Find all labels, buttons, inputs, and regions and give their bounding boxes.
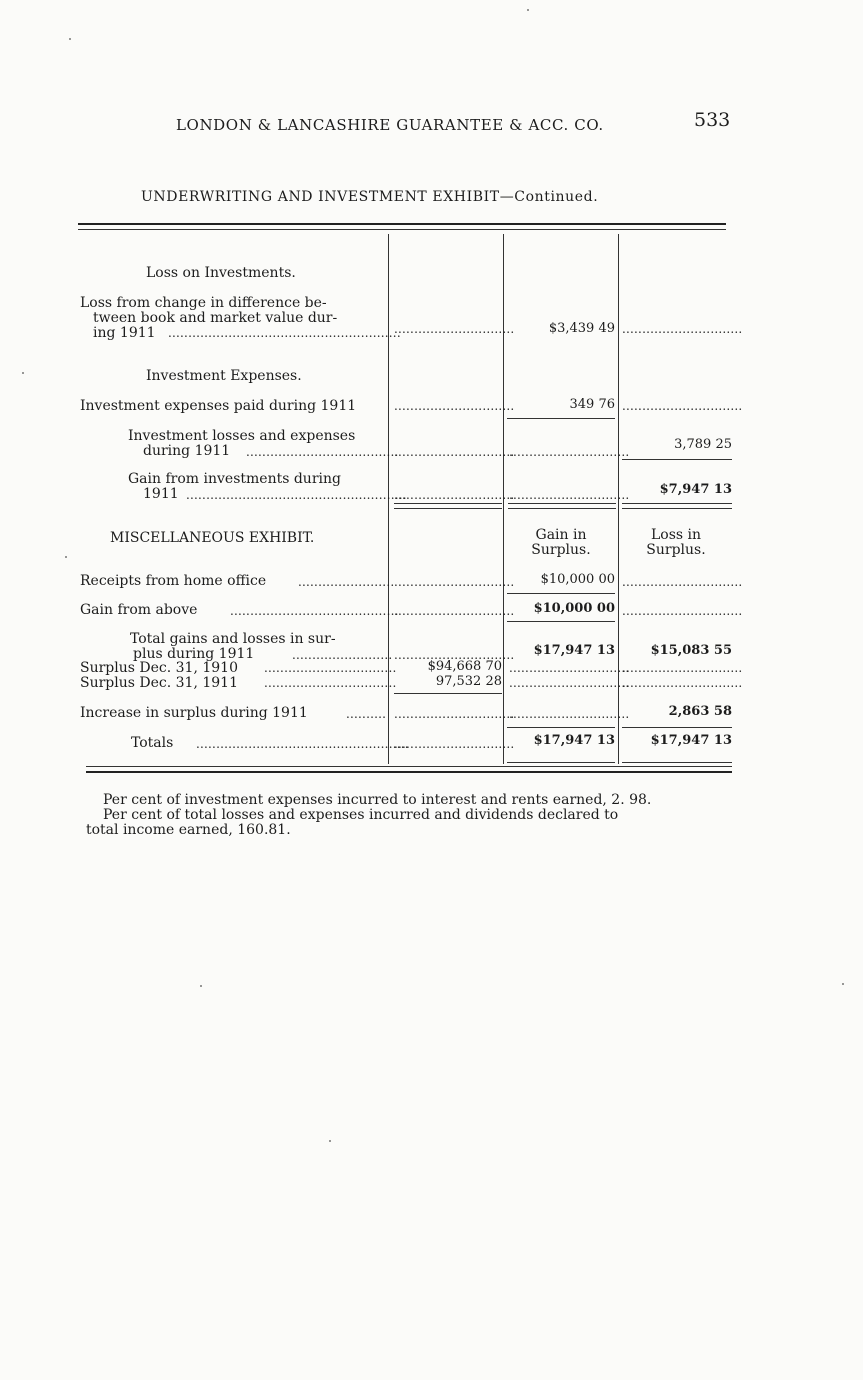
leader-dots: .............................. (509, 488, 630, 502)
footnote-line: Per cent of total losses and expenses incurred and dividends declared to (103, 807, 619, 823)
leader-dots: .............................. (394, 399, 515, 413)
scan-speck (22, 372, 24, 374)
double-rule (622, 508, 732, 509)
running-header: LONDON & LANCASHIRE GUARANTEE & ACC. CO. (176, 116, 604, 134)
double-rule (394, 503, 502, 504)
row-label-line: during 1911 (143, 443, 231, 459)
column-header-gain (505, 528, 617, 558)
double-rule (622, 503, 732, 504)
column-header-line: Surplus. (646, 542, 706, 558)
value-cell: $7,947 13 (659, 482, 732, 497)
leader-dots: .............................. (394, 445, 515, 459)
leader-dots: .............................. (394, 322, 515, 336)
sum-rule (394, 693, 502, 694)
section-heading-expenses: Investment Expenses. (146, 368, 302, 384)
row-label-line: Total gains and losses in sur- (130, 631, 336, 647)
column-header-line: Loss in (650, 527, 702, 543)
leader-dots: .............................. (622, 575, 743, 589)
scan-speck (527, 9, 529, 11)
leader-dots: .............................. (394, 648, 515, 662)
double-rule (508, 508, 616, 509)
scan-speck (329, 1140, 331, 1142)
leader-dots: .......... (346, 707, 387, 721)
row-label: Totals (131, 735, 174, 751)
leader-dots: .............................. (394, 737, 515, 751)
sum-rule (622, 727, 732, 728)
double-rule (394, 508, 502, 509)
value-cell: 3,789 25 (674, 437, 732, 452)
table-bottom-rule (86, 766, 732, 767)
scan-speck (842, 983, 844, 985)
leader-dots: .............................. (622, 399, 743, 413)
footnote-line: total income earned, 160.81. (86, 822, 291, 838)
row-label: Surplus Dec. 31, 1910 (80, 660, 238, 676)
leader-dots: .............................. (509, 445, 630, 459)
sum-rule (507, 593, 615, 594)
leader-dots: ................................. (264, 676, 397, 690)
row-label: Gain from above (80, 602, 198, 618)
sum-rule (622, 762, 732, 763)
value-cell: $17,947 13 (533, 733, 615, 748)
sum-rule (507, 418, 615, 419)
row-label: Receipts from home office (80, 573, 267, 589)
leader-dots: ...................................... (246, 445, 399, 459)
row-label-line: 1911 (143, 486, 179, 502)
double-rule (508, 503, 616, 504)
leader-dots: ....................................................... (186, 488, 407, 502)
page-number: 533 (694, 109, 731, 131)
scan-speck (65, 556, 67, 558)
value-cell: $15,083 55 (650, 643, 732, 658)
scan-speck (200, 985, 202, 987)
row-label: Increase in surplus during 1911 (80, 705, 308, 721)
leader-dots: .............................. (622, 604, 743, 618)
leader-dots: .............................. (394, 575, 515, 589)
value-cell: $3,439 49 (548, 321, 615, 336)
leader-dots: ......................... (292, 648, 393, 662)
value-cell: $94,668 70 (427, 659, 502, 674)
row-label-line: Investment losses and expenses (128, 428, 356, 444)
section-heading-loss: Loss on Investments. (146, 265, 296, 281)
row-label-line: ing 1911 (93, 325, 156, 341)
leader-dots: .............................. (509, 676, 630, 690)
leader-dots: .............................. (509, 661, 630, 675)
footnote-line: Per cent of investment expenses incurred to interest and rents earned, 2. 98. (103, 792, 652, 808)
sum-rule (507, 727, 615, 728)
value-cell: 97,532 28 (435, 674, 502, 689)
value-cell: $10,000 00 (540, 572, 615, 587)
column-header-loss (620, 528, 732, 558)
leader-dots: .............................. (622, 322, 743, 336)
column-header-line: Gain in (535, 527, 587, 543)
row-label-line: plus during 1911 (133, 646, 255, 662)
table-top-rule (78, 223, 726, 225)
value-cell: 2,863 58 (668, 704, 732, 719)
leader-dots: ................................. (264, 661, 397, 675)
scan-speck (69, 38, 71, 40)
section-heading-misc: MISCELLANEOUS EXHIBIT. (110, 530, 315, 546)
value-cell: 349 76 (569, 397, 615, 412)
row-label: Surplus Dec. 31, 1911 (80, 675, 238, 691)
leader-dots: .............................. (394, 707, 515, 721)
row-label-line: Loss from change in difference be- (80, 295, 327, 311)
exhibit-subtitle: UNDERWRITING AND INVESTMENT EXHIBIT—Continued. (141, 189, 599, 205)
value-cell: $10,000 00 (533, 601, 615, 616)
row-label-line: tween book and market value dur- (93, 310, 338, 326)
leader-dots: .......................................................... (168, 326, 401, 340)
value-cell: $17,947 13 (650, 733, 732, 748)
leader-dots: ........................ (298, 575, 395, 589)
value-cell: $17,947 13 (533, 643, 615, 658)
leader-dots: .............................. (622, 661, 743, 675)
table-bottom-rule-thick (86, 771, 732, 773)
row-label-line: Gain from investments during (128, 471, 341, 487)
leader-dots: .......................................... (230, 604, 399, 618)
leader-dots: .............................. (622, 676, 743, 690)
column-header-line: Surplus. (531, 542, 591, 558)
leader-dots: .............................. (394, 604, 515, 618)
row-label: Investment expenses paid during 1911 (80, 398, 357, 414)
sum-rule (507, 762, 615, 763)
leader-dots: ..................................................... (196, 737, 409, 751)
leader-dots: .............................. (509, 707, 630, 721)
leader-dots: .............................. (394, 488, 515, 502)
table-top-rule-inner (78, 229, 726, 230)
sum-rule (622, 459, 732, 460)
sum-rule (507, 621, 615, 622)
